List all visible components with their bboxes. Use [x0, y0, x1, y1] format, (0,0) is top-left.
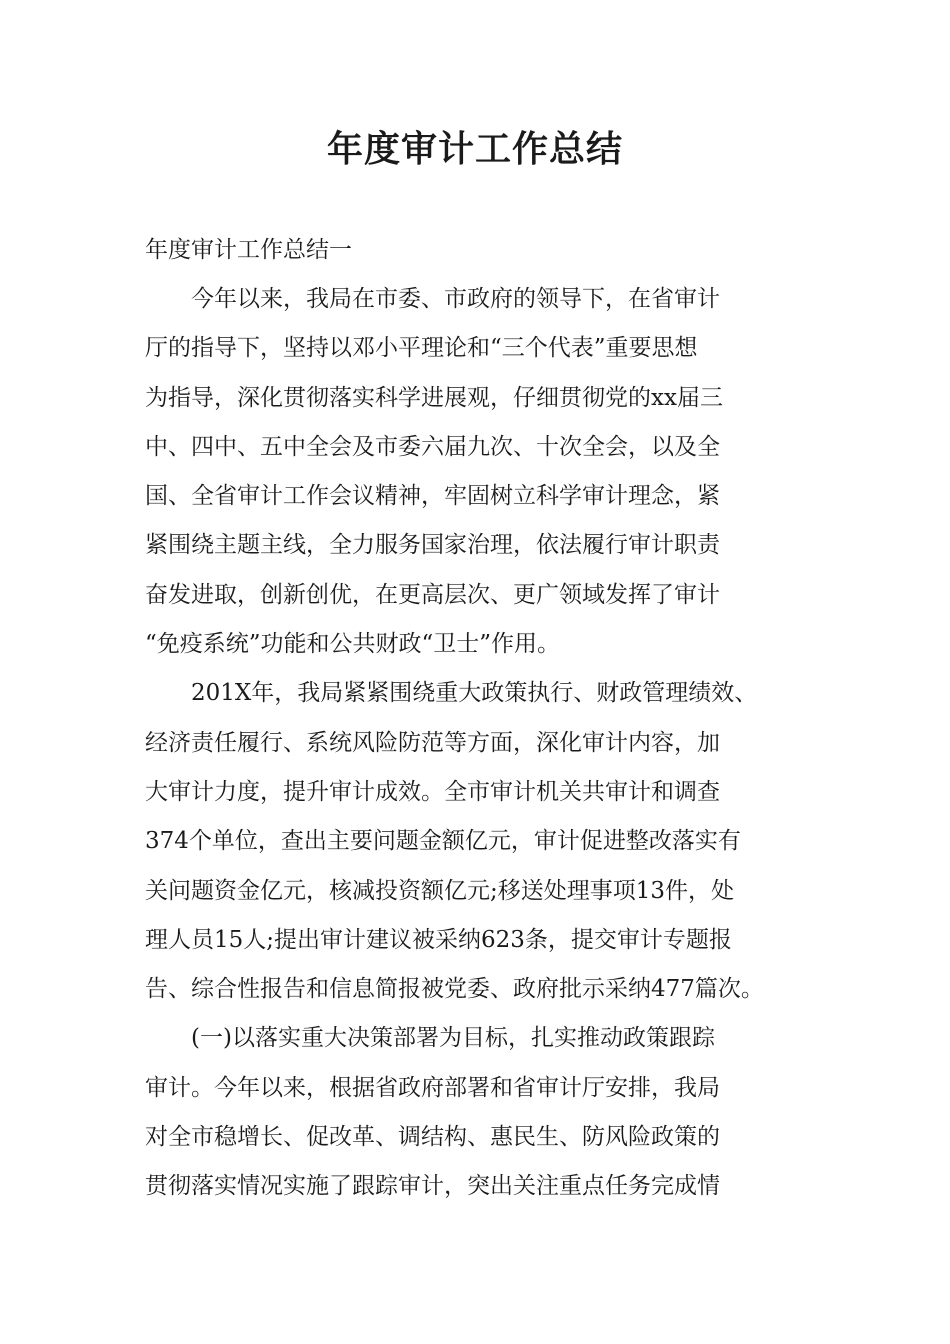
body-line: 国、全省审计工作会议精神，牢固树立科学审计理念，紧 — [145, 483, 720, 510]
document-title: 年度审计工作总结 — [326, 129, 623, 170]
body-line: 关问题资金亿元，核减投资额亿元;移送处理事项13件，处 — [145, 877, 735, 904]
body-line: 告、综合性报告和信息简报被党委、政府批示采纳477篇次。 — [145, 976, 764, 1003]
body-line: 今年以来，我局在市委、市政府的领导下，在省审计 — [191, 286, 720, 312]
body-line: 对全市稳增长、促改革、调结构、惠民生、防风险政策的 — [145, 1124, 720, 1151]
body-line: “免疫系统”功能和公共财政“卫士”作用。 — [145, 631, 561, 658]
body-line: 中、四中、五中全会及市委六届九次、十次全会，以及全 — [145, 433, 720, 460]
body-line: (一)以落实重大决策部署为目标，扎实推动政策跟踪 — [191, 1025, 715, 1052]
body-line: 理人员15人;提出审计建议被采纳623条，提交审计专题报 — [145, 926, 732, 953]
document-subtitle: 年度审计工作总结一 — [145, 237, 352, 263]
body-line: 奋发进取，创新创优，在更高层次、更广领域发挥了审计 — [145, 581, 720, 608]
body-line: 厅的指导下，坚持以邓小平理论和“三个代表”重要思想 — [145, 335, 698, 362]
body-line: 贯彻落实情况实施了跟踪审计，突出关注重点任务完成情 — [145, 1173, 720, 1200]
body-line: 374个单位，查出主要问题金额亿元，审计促进整改落实有 — [145, 828, 741, 855]
body-line: 审计。今年以来，根据省政府部署和省审计厅安排，我局 — [145, 1074, 720, 1101]
body-line: 为指导，深化贯彻落实科学进展观，仔细贯彻党的xx届三 — [145, 384, 723, 411]
body-line: 201X年，我局紧紧围绕重大政策执行、财政管理绩效、 — [191, 680, 758, 707]
body-line: 大审计力度，提升审计成效。全市审计机关共审计和调查 — [145, 778, 720, 805]
body-line: 紧围绕主题主线，全力服务国家治理，依法履行审计职责 — [145, 532, 720, 559]
document-body — [145, 275, 810, 1212]
body-line: 经济责任履行、系统风险防范等方面，深化审计内容，加 — [145, 729, 720, 756]
